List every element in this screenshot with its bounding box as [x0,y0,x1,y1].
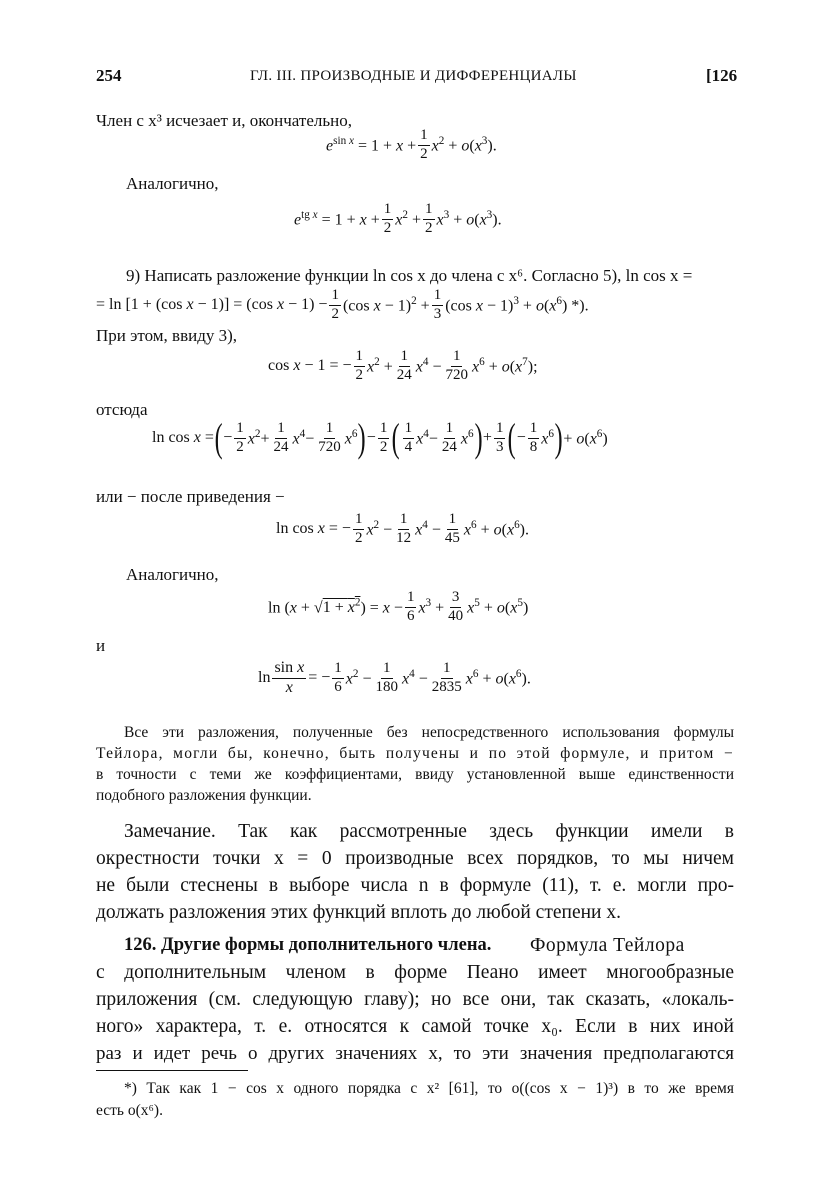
remark-line: окрестности точки x = 0 производные всех порядков, то мы ничем [96,848,734,869]
small-text-line: в точности с теми же коэффициентами, ввиду установленной выше единственности [96,766,734,783]
small-text-line: Тейлора, могли бы, конечно, быть получены и по этой формуле, и притом − [96,745,734,762]
text-line: При этом, ввиду 3), [96,326,238,345]
equation-ln-cos-result: ln cos x = − $\frac{1}{2}$ $x^2$ − $\frac{1}{12}$ $x^4$ − $\frac{1}{45}$ $x^6 + o(x^6)$. [276,511,529,546]
page-number: 254 [96,66,122,85]
text-line: или − после приведения − [96,487,285,506]
small-text-line: подобного разложения функции. [96,787,312,804]
equation-arsinh: $\ln (x + √1 + x^2) = x$ − $\frac{1}{6}$ $x^3$ + $\frac{3}{40}$ $x^5 + o(x^5)$ [268,589,529,624]
section-reference: [126 [706,66,738,85]
equation-e-sin: $e^{sin x} = 1 + x$ + $\frac{1}{2}$ $x^2 + o(x^3)$. [326,127,497,162]
section-text-line: Формула Тейлора [530,935,685,956]
footnote-line: есть o(x⁶). [96,1102,163,1119]
section-title: 126. Другие формы дополнительного члена. [124,935,492,955]
section-text-line: приложения (см. следующую главу); но все они, так сказать, «локаль- [96,989,734,1010]
text-line: и [96,636,106,655]
footnote-rule [96,1070,248,1071]
text-line: 9) Написать разложение функции ln cos x до члена с x⁶. Согласно 5), ln cos x = [126,266,693,285]
section-text-line: ного» характера, т. е. относятся к самой точке x₀. Если в них иной [96,1016,734,1037]
equation-cos-minus-one: cos x − 1 = − $\frac{1}{2}$ $x^2$ + $\frac{1}{24}$ $x^4$ − $\frac{1}{720}$ $x^6 + o(x^7)$; [268,348,538,383]
equation-ln-expansion: = ln [1 + (cos x − 1)] = (cos x − 1) − $\frac{1}{2}$ (cos x − 1)$^2$ + $\frac{1}{3}$ (cos $x - 1)^3 + o(x^6)$ *). [96,287,589,322]
equation-ln-cos-substituted: ln cos x = ( − $\frac{1}{2}$ $x^2+$ $\frac{1}{24}$ $x^4-$ $\frac{1}{720}$ $x^6$ ) − $\frac{1}{2}$ ( $\frac{1}{4}$ $x^4-$ $\frac{1}{24}$ $x^6$ ) + $\frac{1}{3}$ ( − $\frac{1}{8}$ $x^6$ ) + $o(x^6)$ [152,415,608,460]
equation-e-tg: $e^{tg x} = 1 + x$ + $\frac{1}{2}$ $x^2$ + $\frac{1}{2}$ $x^3 + o(x^3)$. [294,201,502,236]
section-text-line: раз и идет речь о других значениях x, то эти значения предполагаются [96,1043,734,1064]
section-text-line: с дополнительным членом в форме Пеано имеет многообразные [96,962,734,983]
remark-line: должать разложения этих функций вплоть до любой степени x. [96,902,621,923]
text-line: Аналогично, [126,174,219,193]
equation-ln-sinx-over-x: ln $\frac{\text{sin x}}{x}$ = − $\frac{1}{6}$ $x^2$ − $\frac{1}{180}$ $x^4$ − $\frac{1}{2835}$ $x^6 + o(x^6)$. [258,659,531,696]
text-line: Член с x³ исчезает и, окончательно, [96,111,352,130]
running-title: ГЛ. III. ПРОИЗВОДНЫЕ И ДИФФЕРЕНЦИАЛЫ [250,68,577,84]
small-text-line: Все эти разложения, полученные без непосредственного использования формулы [124,724,734,741]
text-line: Аналогично, [126,565,219,584]
remark-line: Замечание. Так как рассмотренные здесь функции имели в [124,821,734,842]
remark-line: не были стеснены в выборе числа n в формуле (11), т. е. могли про- [96,875,734,896]
text-line: отсюда [96,400,148,419]
footnote-line: *) Так как 1 − cos x одного порядка с x² [61], то o((cos x − 1)³) в то же время [124,1080,734,1097]
